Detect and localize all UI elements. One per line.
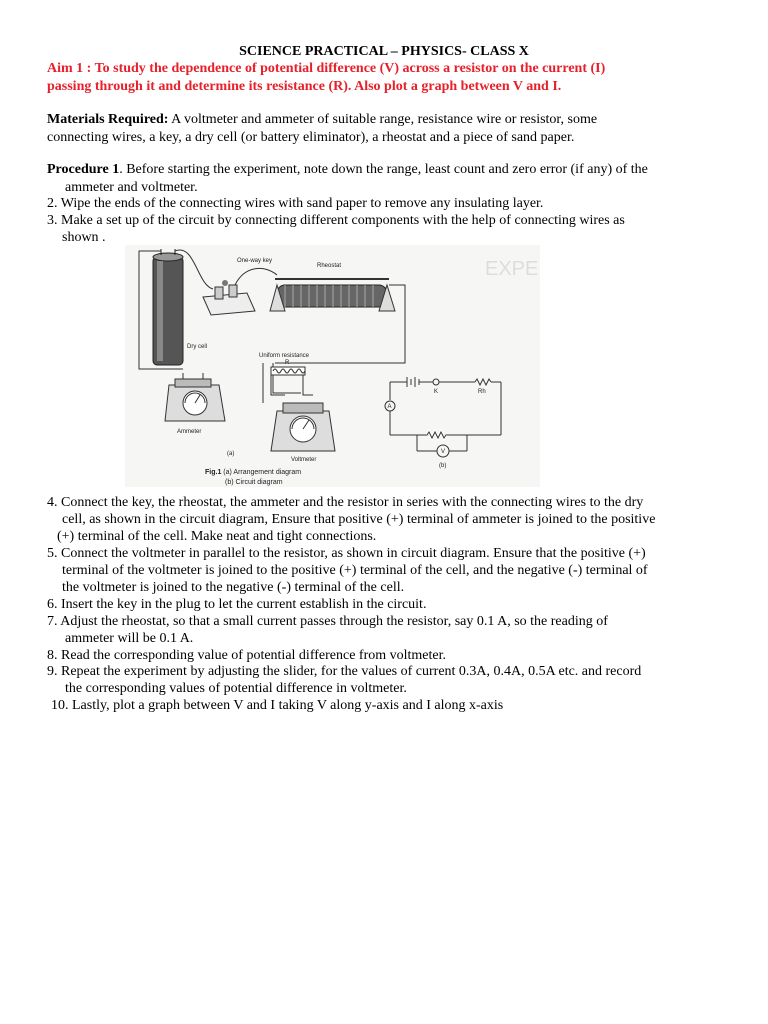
materials-text-1: A voltmeter and ammeter of suitable range, resistance wire or resistor, some (168, 112, 598, 127)
aim-heading (47, 60, 737, 96)
label-voltmeter: Voltmeter (291, 457, 317, 463)
figure-caption-b: (b) Circuit diagram (225, 479, 283, 486)
step-4-line-1: 4. Connect the key, the rheostat, the ammeter and the resistor in series with the connecting wires to the dry (47, 495, 644, 510)
step-5-line-2: terminal of the voltmeter is joined to the positive (+) terminal of the cell, and the negative (-) terminal of (62, 563, 648, 578)
uniform-resistance-illustration (271, 367, 305, 375)
label-k: K (434, 389, 439, 395)
figure-svg (125, 245, 540, 487)
materials-text-2: connecting wires, a key, a dry cell (or battery eliminator), a rheostat and a piece of sand paper. (47, 130, 575, 145)
dry-cell-illustration (153, 249, 183, 365)
step-4-line-3: (+) terminal of the cell. Make neat and tight connections. (57, 529, 377, 544)
figure-caption-a (205, 469, 301, 476)
step-7-line-2: ammeter will be 0.1 A. (65, 631, 194, 646)
step-9-line-2: the corresponding values of potential difference in voltmeter. (65, 681, 407, 696)
label-v: V (441, 449, 446, 455)
step-4-line-2: cell, as shown in the circuit diagram, Ensure that positive (+) terminal of ammeter is joined to the positive (62, 512, 656, 527)
label-one-way-key: One-way key (237, 258, 273, 264)
step-6: 6. Insert the key in the plug to let the current establish in the circuit. (47, 597, 427, 612)
step-9-line-1: 9. Repeat the experiment by adjusting the slider, for the values of current 0.3A, 0.4A, 0.5A etc. and record (47, 664, 642, 679)
label-r: R (285, 360, 290, 366)
label-rh: Rh (478, 389, 486, 395)
step-7-line-1: 7. Adjust the rheostat, so that a small current passes through the resistor, say 0.1 A, so the reading of (47, 614, 608, 629)
step-10: 10. Lastly, plot a graph between V and I taking V along y-axis and I along x-axis (51, 698, 504, 713)
step-3-line-1: 3. Make a set up of the circuit by connecting different components with the help of connecting wires as (47, 213, 625, 228)
faint-watermark: EXPE (485, 258, 539, 280)
step-3-line-2: shown . (62, 230, 106, 245)
label-ammeter: Ammeter (177, 429, 202, 435)
materials-section (47, 111, 747, 147)
label-dry-cell: Dry cell (187, 344, 208, 350)
materials-label: Materials Required: (47, 112, 169, 127)
procedure-label: Procedure 1 (47, 162, 120, 177)
step-5-line-1: 5. Connect the voltmeter in parallel to the resistor, as shown in circuit diagram. Ensure that the positive (+) (47, 546, 646, 561)
label-sub-b: (b) (439, 463, 447, 469)
label-a: A (387, 404, 392, 410)
page-title: SCIENCE PRACTICAL – PHYSICS- CLASS X (239, 44, 529, 59)
figure-label: Fig.1 (205, 469, 222, 476)
step-5-line-3: the voltmeter is joined to the negative (-) terminal of the cell. (62, 580, 405, 595)
label-sub-a: (a) (227, 451, 235, 457)
aim-line-1: Aim 1 : To study the dependence of potential difference (V) across a resistor on the current (I) (47, 61, 606, 76)
aim-line-2: passing through it and determine its resistance (R). Also plot a graph between V and I. (47, 79, 562, 94)
label-uniform-resistance: Uniform resistance (259, 353, 310, 359)
caption-a-text: (a) Arrangement diagram (221, 469, 302, 476)
figure-circuit (125, 245, 540, 487)
step-8: 8. Read the corresponding value of potential difference from voltmeter. (47, 648, 446, 663)
step-2: 2. Wipe the ends of the connecting wires with sand paper to remove any insulating layer. (47, 196, 544, 211)
step-1-line-2: ammeter and voltmeter. (65, 180, 198, 195)
label-rheostat: Rheostat (317, 263, 342, 269)
step-1-line-1: . Before starting the experiment, note down the range, least count and zero error (if any) of the (119, 162, 648, 177)
